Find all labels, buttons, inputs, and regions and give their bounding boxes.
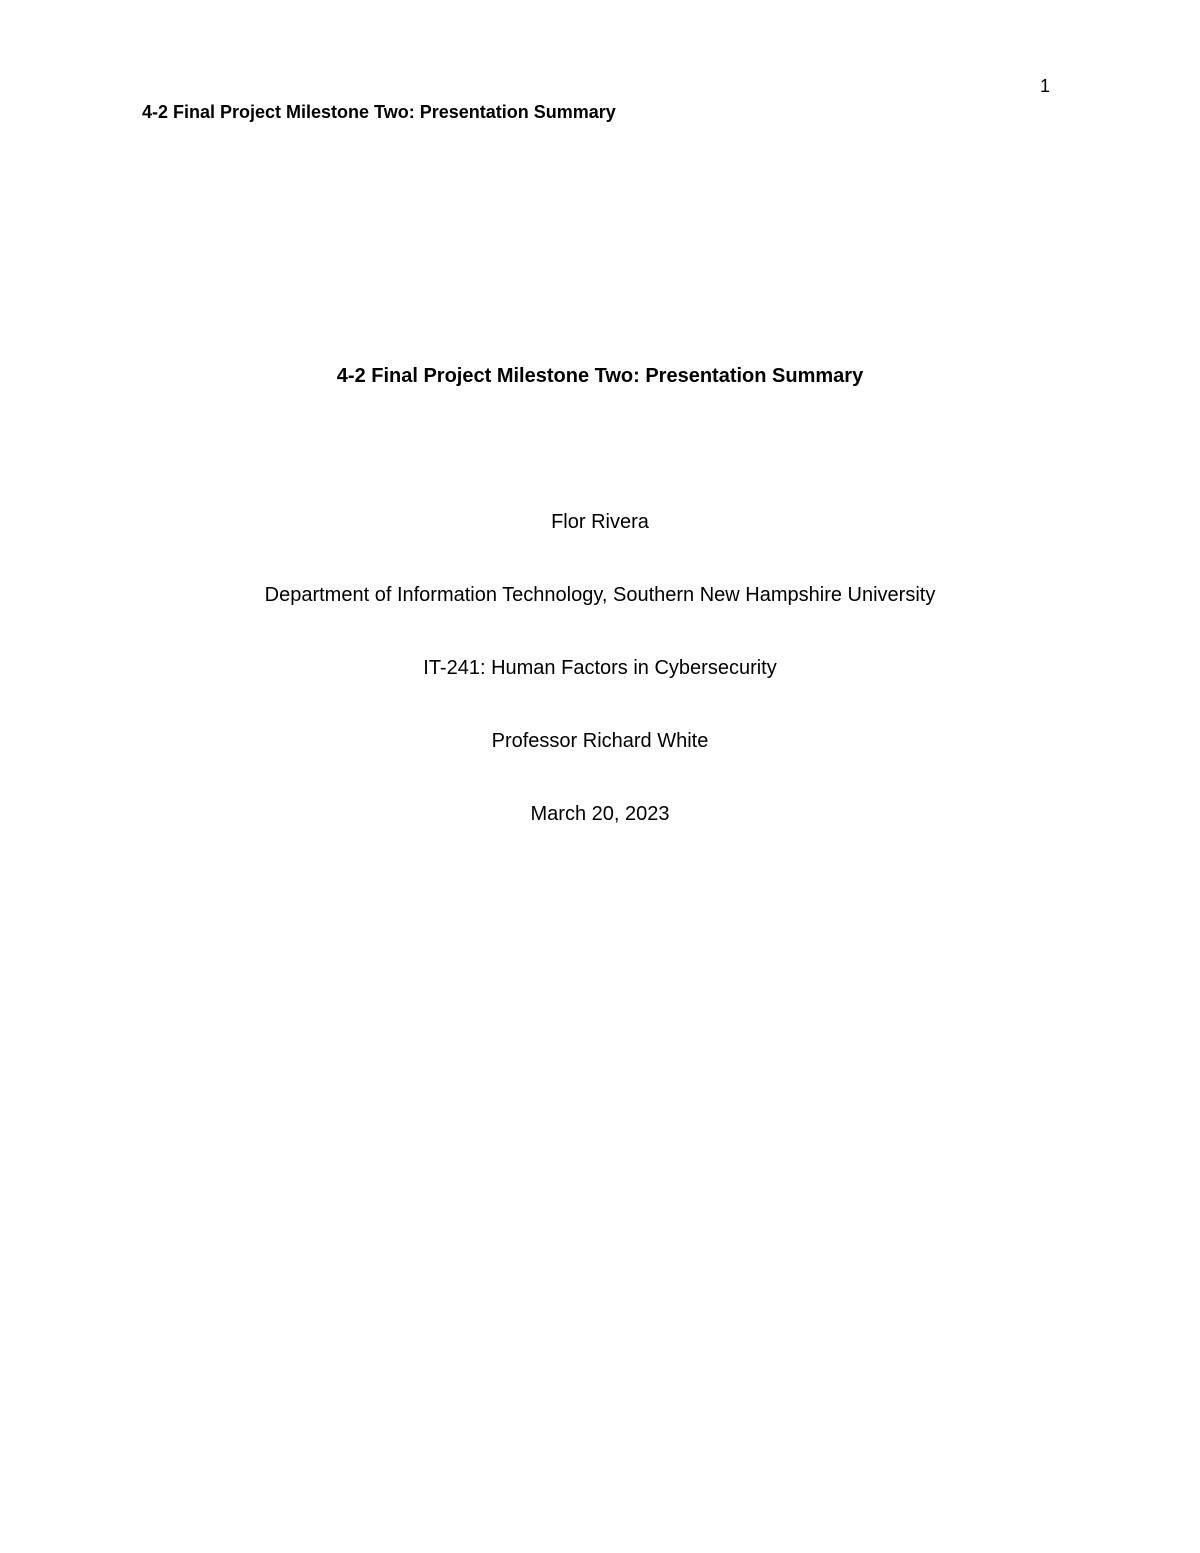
- author-affiliation: Department of Information Technology, Southern New Hampshire University: [264, 584, 936, 606]
- instructor-name: Professor Richard White: [491, 730, 709, 752]
- page-number: 1: [1040, 76, 1051, 96]
- course-name: IT-241: Human Factors in Cybersecurity: [423, 657, 777, 679]
- author-name: Flor Rivera: [551, 511, 649, 533]
- paper-title: 4-2 Final Project Milestone Two: Presentation Summary: [336, 365, 864, 387]
- running-head: 4-2 Final Project Milestone Two: Presentation Summary: [142, 102, 616, 122]
- due-date: March 20, 2023: [530, 803, 670, 825]
